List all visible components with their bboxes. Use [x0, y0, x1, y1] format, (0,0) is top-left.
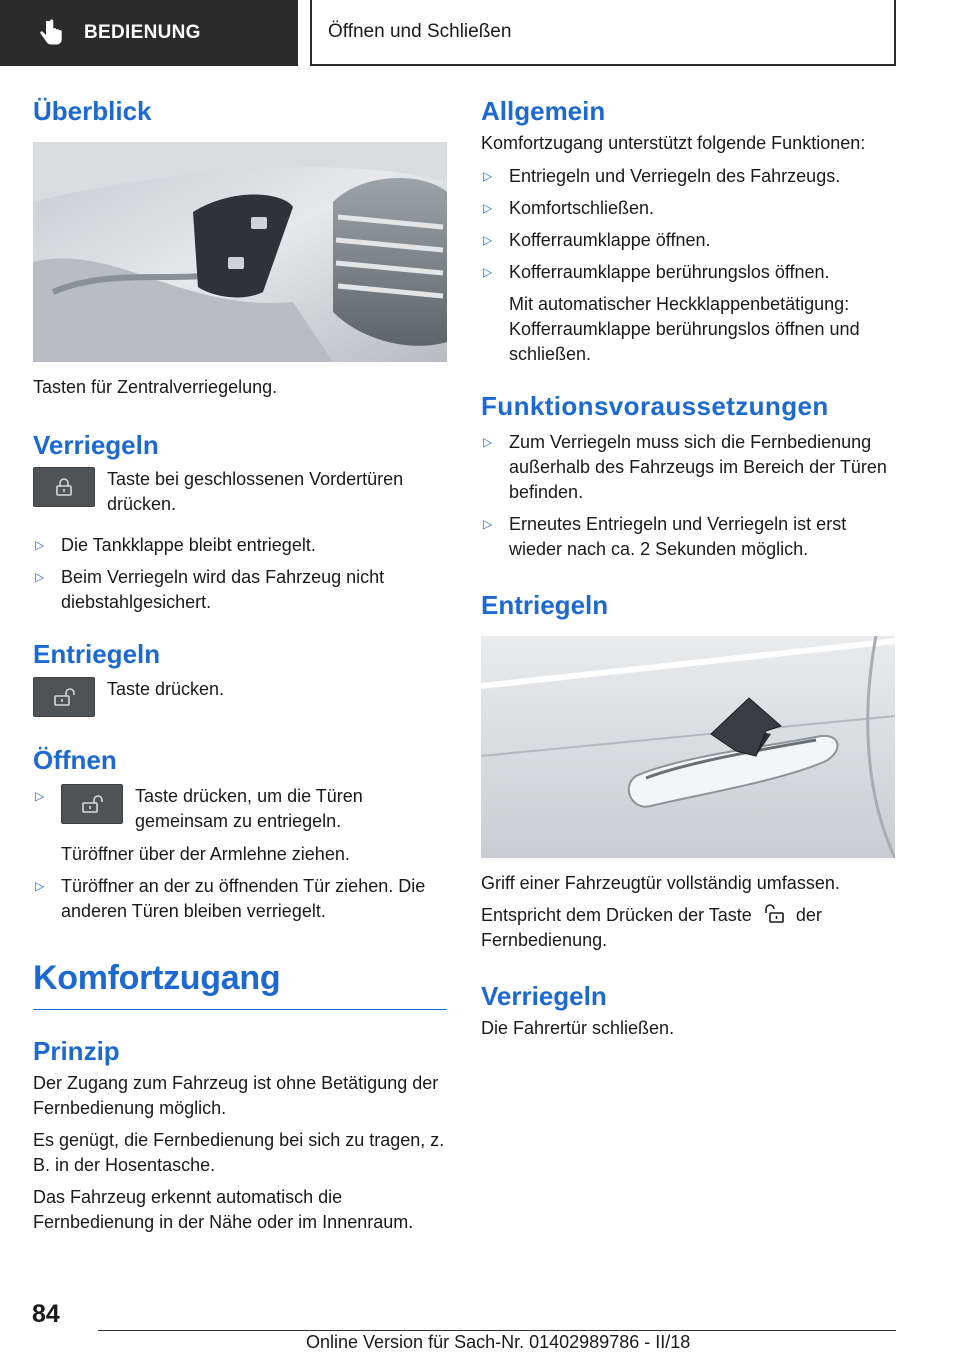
door-handle-photo [481, 636, 895, 858]
allgemein-heading: Allgemein [481, 96, 606, 126]
triangle-bullet-icon: ▷ [483, 265, 493, 280]
door-handle-image [481, 636, 895, 858]
page-number: 84 [32, 1300, 60, 1328]
list-item: ▷ Entriegeln und Verriegeln des Fahrzeugs. [481, 164, 897, 189]
list-item: ▷ Erneutes Entriegeln und Verriegeln ist erst wieder nach ca. 2 Sekunden möglich. [483, 514, 847, 560]
list-item: ▷ Taste drücken, um die Türen gemeinsam zu entriegeln. Türöffner über der Armlehne ziehen. [35, 785, 363, 864]
section-tab [0, 0, 298, 66]
prinzip-heading: Prinzip [33, 1035, 120, 1066]
central-locking-buttons-photo [33, 142, 447, 362]
triangle-bullet-icon: ▷ [483, 435, 493, 450]
right-column [481, 96, 897, 1041]
allgemein-bullet-list [481, 164, 897, 367]
komfortzugang-heading: Komfortzugang [33, 958, 281, 997]
list-item: ▷ Komfortschließen. [481, 196, 897, 221]
list-item: ▷ Die Tankklappe bleibt entriegelt. [33, 533, 449, 558]
triangle-bullet-icon: ▷ [483, 201, 493, 216]
triangle-bullet-icon: ▷ [35, 878, 45, 893]
door-panel-image [33, 142, 447, 362]
verriegeln-text: Die Fahrertür schließen. [481, 1017, 675, 1038]
chapter-tab [310, 0, 896, 66]
list-item: ▷ Kofferraumklappe berührungslos öffnen. Mit automatischer Heckklappenbetätigung: Kofferraumklappe berührungslos öffnen und schließen. [483, 262, 860, 365]
triangle-bullet-icon: ▷ [483, 169, 493, 184]
entriegeln-caption: Griff einer Fahrzeugtür vollständig umfassen. [481, 872, 840, 893]
overview-caption: Tasten für Zentralverriegelung. [33, 377, 278, 398]
lock-open-icon [81, 795, 103, 813]
hand-pointer-icon [36, 18, 66, 48]
verriegeln-heading: Verriegeln [481, 980, 607, 1011]
prinzip-paragraph: Der Zugang zum Fahrzeug ist ohne Betätigung der Fernbedienung möglich. [33, 1072, 439, 1118]
lock-open-icon [763, 904, 785, 924]
unlock-instruction: Taste drücken. [107, 678, 225, 699]
footer-online-version: Online Version für Sach-Nr. 01402989786 - II/18 [306, 1332, 691, 1352]
list-item: ▷ Türöffner an der zu öffnenden Tür ziehen. Die anderen Türen bleiben verriegelt. [35, 875, 426, 921]
section-title: BEDIENUNG [84, 22, 201, 43]
triangle-bullet-icon: ▷ [35, 570, 45, 585]
prinzip-paragraph: Das Fahrzeug erkennt automatisch die Fernbedienung in der Nähe oder im Innenraum. [33, 1186, 414, 1232]
left-column [33, 96, 449, 1235]
unlock-button-row [33, 677, 449, 717]
triangle-bullet-icon: ▷ [35, 788, 45, 803]
entriegeln-heading: Entriegeln [481, 590, 609, 621]
triangle-bullet-icon: ▷ [483, 517, 493, 532]
chapter-title: Öffnen und Schließen [328, 21, 512, 42]
lock-button-row [33, 467, 449, 517]
heading-rule [33, 1009, 447, 1010]
lock-key-button [33, 467, 95, 507]
list-item: ▷ Zum Verriegeln muss sich die Fernbedienung außerhalb des Fahrzeugs im Bereich der Türen befinden. [483, 432, 887, 503]
entriegeln-text: Entspricht dem Drücken der Taste der Fernbedienung. [481, 904, 822, 950]
lock-open-icon [53, 688, 75, 706]
page-header [0, 0, 960, 66]
triangle-bullet-icon: ▷ [483, 233, 493, 248]
list-item: ▷ Beim Verriegeln wird das Fahrzeug nicht diebstahlgesichert. [35, 567, 385, 613]
lock-instruction: Taste bei geschlossenen Vordertüren drücken. [107, 469, 404, 515]
unlock-heading: Entriegeln [33, 639, 161, 670]
prinzip-paragraph: Es genügt, die Fernbedienung bei sich zu tragen, z. B. in der Hosentasche. [33, 1129, 445, 1175]
unlock-key-button [33, 677, 95, 717]
open-heading: Öffnen [33, 744, 117, 775]
open-bullet-list [33, 784, 449, 924]
list-item: ▷ Kofferraumklappe öffnen. [481, 228, 897, 253]
allgemein-intro: Komfortzugang unterstützt folgende Funktionen: [481, 133, 866, 154]
triangle-bullet-icon: ▷ [35, 538, 45, 553]
lock-bullet-list [33, 533, 449, 615]
voraussetzungen-bullet-list [481, 430, 897, 562]
overview-heading: Überblick [33, 96, 152, 126]
voraussetzungen-heading: Funktionsvoraussetzungen [481, 391, 829, 422]
lock-heading: Verriegeln [33, 430, 159, 461]
footer-rule [98, 1330, 896, 1331]
lock-closed-icon [54, 478, 74, 496]
unlock-key-button [61, 784, 123, 824]
